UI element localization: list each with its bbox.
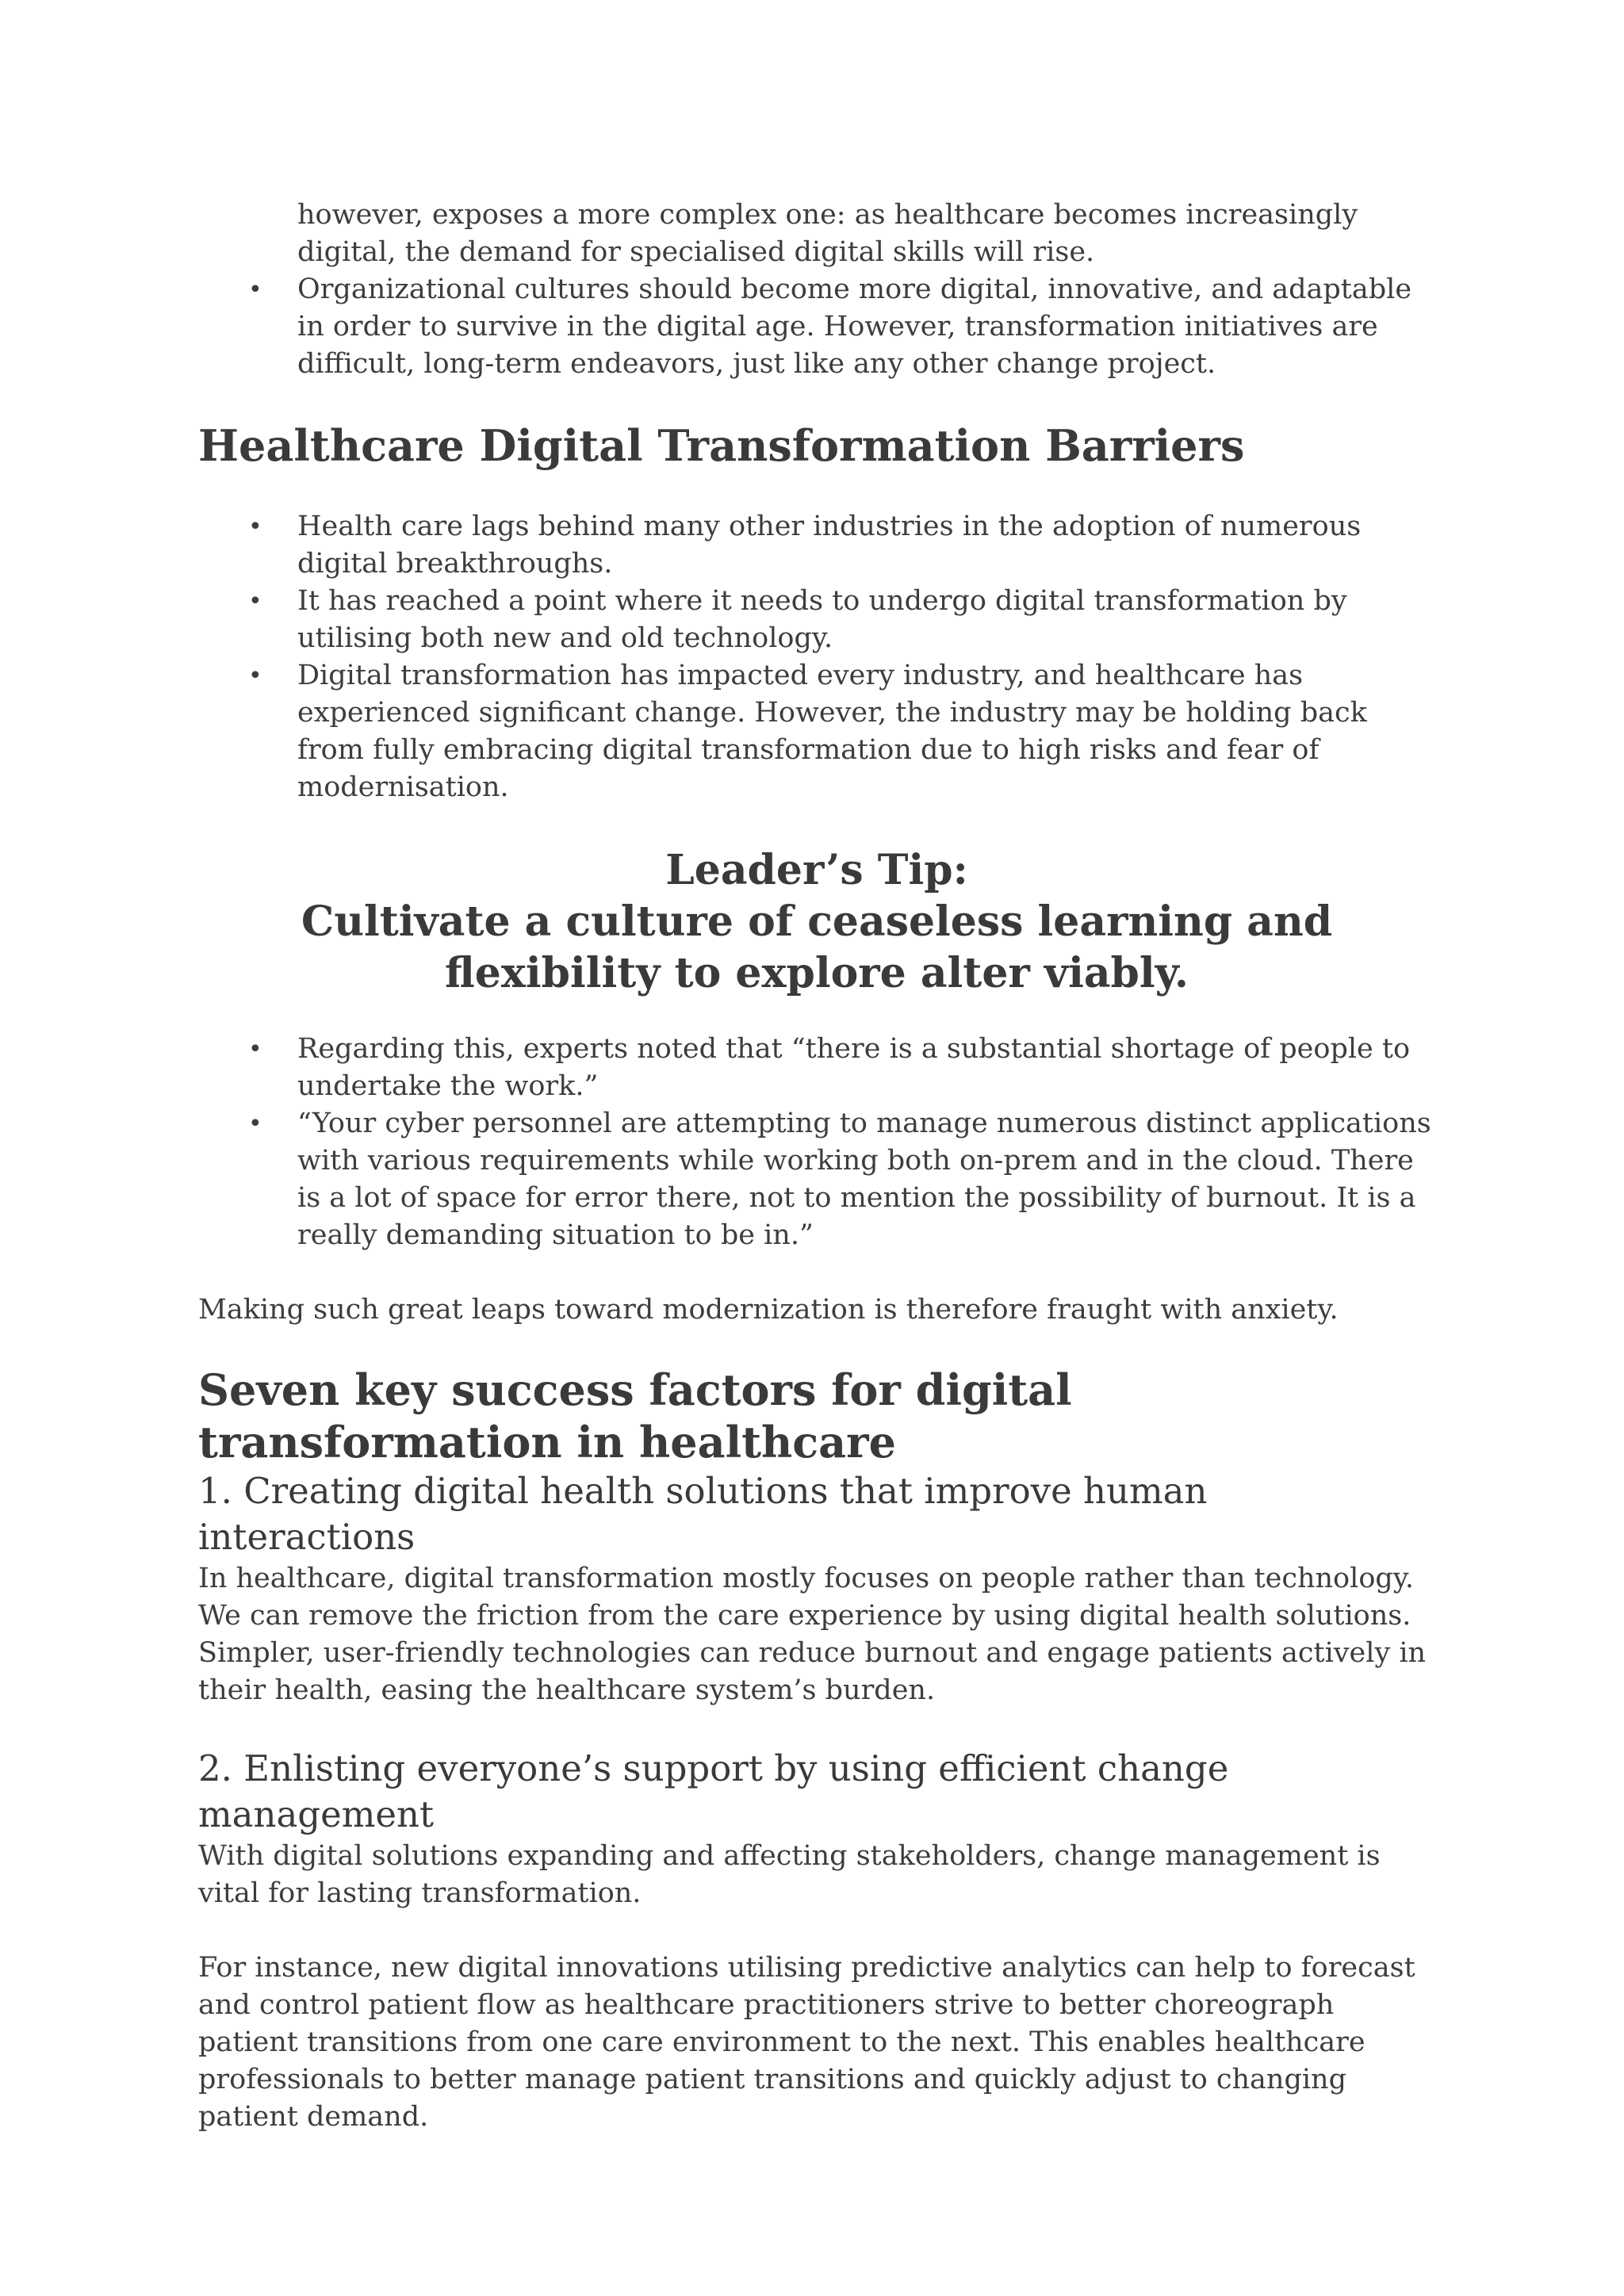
bullet-icon: • <box>248 587 262 615</box>
factor-2-heading: 2. Enlisting everyone’s support by using efficient change management <box>198 1747 1229 1835</box>
factor-1-paragraph: In healthcare, digital transformation mostly focuses on people rather than technology. We can remove the friction from the care experience by using digital health solutions. Simpler, user-friendly technologies can reduce burnout and engage patients actively in their health, easing the healthcare system’s burden. <box>198 1563 1427 1706</box>
list-item-text: Regarding this, experts noted that “there is a substantial shortage of people to undertake the work.” <box>297 1033 1411 1102</box>
leader-tip-title: Leader’s Tip: <box>665 846 968 894</box>
list-item-text: Health care lags behind many other industries in the adoption of numerous digital breakthroughs. <box>297 511 1362 580</box>
list-item-text: Digital transformation has impacted every industry, and healthcare has experienced significant change. However, the industry may be holding back from fully embracing digital transformation due to high risks and fear of modernisation. <box>297 660 1367 803</box>
factor-2-paragraph: With digital solutions expanding and affecting stakeholders, change management is vital for lasting transformation. <box>198 1840 1381 1909</box>
bullet-icon: • <box>248 513 262 541</box>
section-heading-success-factors: Seven key success factors for digital transformation in healthcare <box>198 1364 1072 1468</box>
list-item <box>198 508 1435 583</box>
bullet-icon: • <box>248 276 262 304</box>
bullet-icon: • <box>248 1110 262 1138</box>
list-item <box>198 1031 1435 1105</box>
list-item <box>198 583 1435 657</box>
list-item-text: Organizational cultures should become more digital, innovative, and adaptable in order to survive in the digital age. However, transformation initiatives are difficult, long-term endeavors, just like any other change project. <box>297 274 1412 380</box>
bullet-icon: • <box>248 662 262 690</box>
list-item-text: It has reached a point where it needs to undergo digital transformation by utilising both new and old technology. <box>297 585 1347 654</box>
section-heading-barriers: Healthcare Digital Transformation Barriers <box>198 420 1245 471</box>
conclusion-paragraph: Making such great leaps toward modernization is therefore fraught with anxiety. <box>198 1294 1339 1326</box>
list-item <box>198 657 1435 806</box>
intro-bullet-list <box>198 197 1435 383</box>
list-item-continuation <box>198 197 1435 271</box>
barriers-bullet-list <box>198 508 1435 806</box>
list-item-text: however, exposes a more complex one: as healthcare becomes increasingly digital, the demand for specialised digital skills will rise. <box>297 199 1358 268</box>
page-content <box>198 197 1435 2136</box>
bullet-icon: • <box>248 1035 262 1063</box>
list-item <box>198 271 1435 383</box>
leader-tip <box>198 844 1435 999</box>
list-item-text: “Your cyber personnel are attempting to manage numerous distinct applications with various requirements while working both on-prem and in the cloud. There is a lot of space for error there, not to mention the possibility of burnout. It is a really demanding situation to be in.” <box>297 1108 1431 1251</box>
list-item <box>198 1105 1435 1254</box>
factor-2-example-paragraph: For instance, new digital innovations utilising predictive analytics can help to forecast and control patient flow as healthcare practitioners strive to better choreograph patient transitions from one care environment to the next. This enables healthcare professionals to better manage patient transitions and quickly adjust to changing patient demand. <box>198 1952 1415 2133</box>
quotes-bullet-list <box>198 1031 1435 1254</box>
factor-1-heading: 1. Creating digital health solutions that improve human interactions <box>198 1470 1208 1558</box>
leader-tip-text: Cultivate a culture of ceaseless learning and flexibility to explore alter viably. <box>301 897 1333 997</box>
